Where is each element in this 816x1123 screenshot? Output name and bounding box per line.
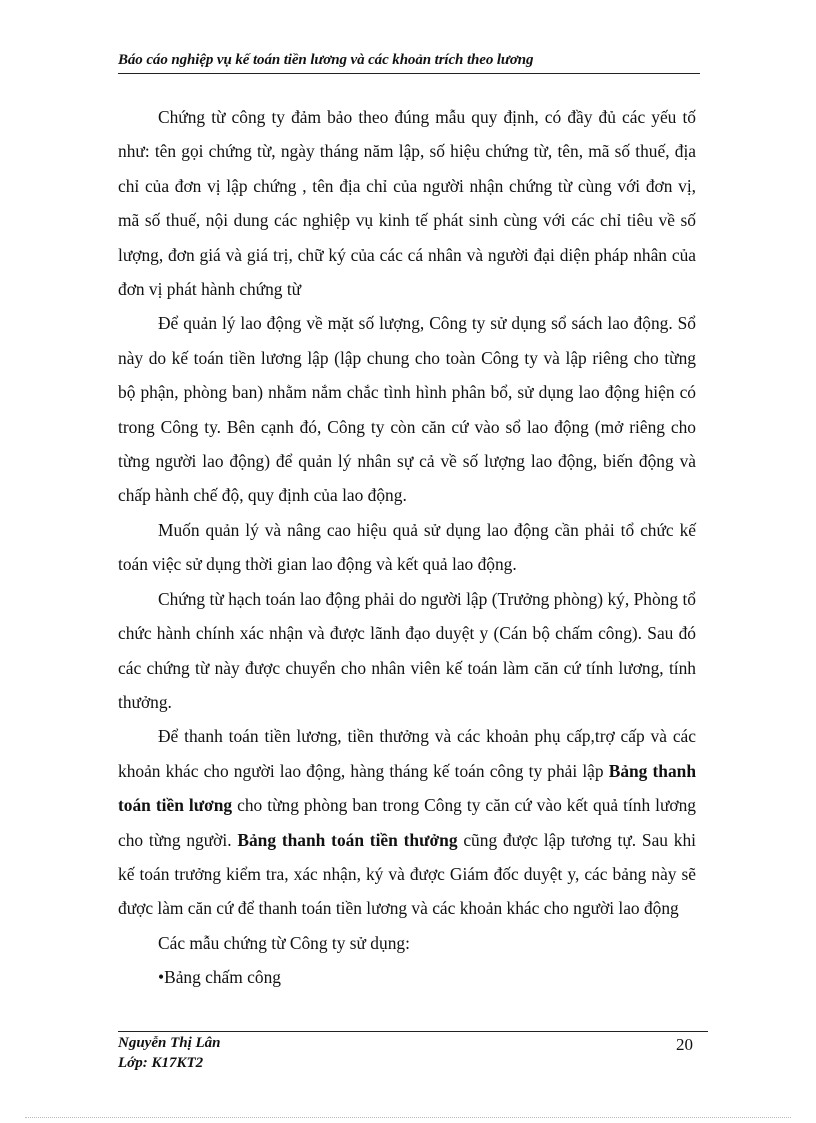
bold-term-bonus-sheet: Bảng thanh toán tiền thưởng bbox=[237, 829, 458, 850]
paragraph-5-part-e: cũng được lập tương tự. Sau khi kế toán trưởng kiểm tra, xác nhận, ký và được Giám đốc duyệt y, các bảng này sẽ được làm căn cứ để thanh toán tiền lương và các khoản khác cho người lao động bbox=[118, 829, 697, 919]
paragraph-6: Các mẫu chứng từ Công ty sử dụng: bbox=[158, 932, 410, 953]
page-edge-dots bbox=[25, 1117, 791, 1118]
footer-rule bbox=[118, 1031, 708, 1032]
header-rule bbox=[118, 73, 700, 74]
bold-term-salary-sheet: Bảng thanh toán tiền lương bbox=[118, 760, 697, 816]
paragraph-5 bbox=[118, 719, 696, 925]
bullet-item-1: •Bảng chấm công bbox=[158, 967, 281, 988]
body-text bbox=[118, 100, 696, 995]
paragraph-3: Muốn quản lý và nâng cao hiệu quả sử dụng lao động cần phải tổ chức kế toán việc sử dụng thời gian lao động và kết quả lao động. bbox=[118, 519, 696, 575]
paragraph-4: Chứng từ hạch toán lao động phải do người lập (Trưởng phòng) ký, Phòng tổ chức hành chính xác nhận và được lãnh đạo duyệt y (Cán bộ chấm công). Sau đó các chứng từ này được chuyển cho nhân viên kế toán làm căn cứ tính lương, tính thưởng. bbox=[118, 588, 696, 712]
paragraph-5-part-a: Để thanh toán tiền lương, tiền thưởng và các khoản phụ cấp,trợ cấp và các khoản khác cho người lao động, hàng tháng kế toán công ty phải lập bbox=[118, 726, 696, 781]
paragraph-1: Chứng từ công ty đảm bảo theo đúng mẫu quy định, có đầy đủ các yếu tố như: tên gọi chứng từ, ngày tháng năm lập, số hiệu chứng từ, tên, mã số thuế, địa chỉ của đơn vị lập chứng , tên địa chỉ của người nhận chứng từ cùng với đơn vị, mã số thuế, nội dung các nghiệp vụ kinh tế phát sinh cùng với các chỉ tiêu về số lượng, đơn giá và giá trị, chữ ký của các cá nhân và người đại diện pháp nhân của đơn vị phát hành chứng từ bbox=[118, 107, 696, 300]
paragraph-2: Để quản lý lao động về mặt số lượng, Công ty sử dụng sổ sách lao động. Sổ này do kế toán tiền lương lập (lập chung cho toàn Công ty và lập riêng cho từng bộ phận, phòng ban) nhằm nắm chắc tình hình phân bổ, sử dụng lao động hiện có trong Công ty. Bên cạnh đó, Công ty còn căn cứ vào sổ lao động (mở riêng cho từng người lao động) để quản lý nhân sự cả về số lượng lao động, biến động và chấp hành chế độ, quy định của lao động. bbox=[118, 313, 696, 506]
page-number: 20 bbox=[676, 1035, 693, 1054]
footer-author: Nguyễn Thị Lân bbox=[118, 1035, 221, 1051]
footer-class: Lớp: K17KT2 bbox=[118, 1055, 204, 1071]
running-header: Báo cáo nghiệp vụ kế toán tiền lương và các khoản trích theo lương bbox=[118, 52, 534, 68]
paragraph-5-part-c: cho từng phòng ban trong Công ty căn cứ vào kết quả tính lương cho từng người. bbox=[118, 795, 697, 850]
